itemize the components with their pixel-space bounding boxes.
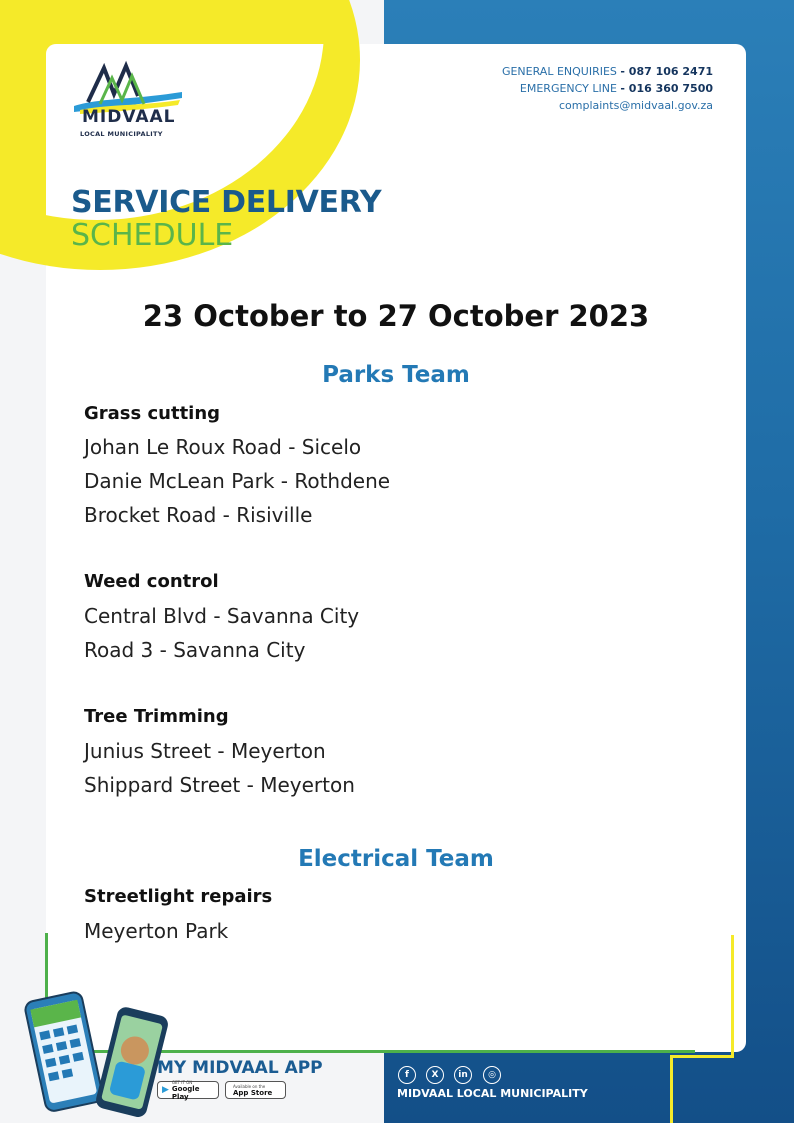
schedule-card (46, 44, 746, 1052)
google-play-button[interactable] (157, 1081, 219, 1099)
general-label: GENERAL ENQUIRIES (501, 65, 617, 78)
category-heading: Weed control (84, 571, 219, 592)
team-heading: Electrical Team (298, 846, 494, 872)
footer-municipality-name: MIDVAAL LOCAL MUNICIPALITY (397, 1087, 588, 1100)
category-heading: Grass cutting (84, 403, 221, 424)
x-twitter-icon[interactable]: X (426, 1066, 444, 1084)
location-item: Road 3 - Savanna City (84, 638, 306, 662)
facebook-icon[interactable]: f (398, 1066, 416, 1084)
instagram-icon[interactable]: ◎ (483, 1066, 501, 1084)
logo-subtitle: LOCAL MUNICIPALITY (80, 130, 163, 138)
contact-block (502, 63, 713, 114)
location-item: Central Blvd - Savanna City (84, 604, 360, 628)
phone-mockup-icon (22, 988, 172, 1118)
app-store-button[interactable] (225, 1081, 286, 1099)
logo-name: MIDVAAL (82, 107, 176, 127)
linkedin-icon[interactable]: in (454, 1066, 472, 1084)
location-item: Junius Street - Meyerton (84, 739, 326, 763)
emergency-line (502, 80, 713, 97)
general-enquiries (502, 63, 713, 80)
location-item: Meyerton Park (84, 919, 229, 943)
location-item: Johan Le Roux Road - Sicelo (84, 435, 362, 459)
yellow-accent-line (670, 1055, 673, 1123)
title-line-1: SERVICE DELIVERY (71, 185, 382, 220)
category-heading: Streetlight repairs (84, 886, 273, 907)
title-line-2: SCHEDULE (71, 218, 234, 253)
emergency-number[interactable]: - 016 360 7500 (620, 82, 713, 95)
app-store-small: Available on the (233, 1083, 266, 1089)
category-heading: Tree Trimming (84, 706, 229, 727)
yellow-accent-line (670, 1055, 734, 1058)
yellow-accent-line (731, 935, 734, 1057)
app-store-label: App Store (233, 1088, 273, 1097)
team-heading: Parks Team (322, 362, 470, 388)
google-play-small: GET IT ON (171, 1079, 193, 1085)
date-range: 23 October to 27 October 2023 (142, 299, 650, 333)
google-play-label: Google Play (171, 1084, 200, 1101)
location-item: Danie McLean Park - Rothdene (84, 469, 391, 493)
emergency-label: EMERGENCY LINE (519, 82, 617, 95)
location-item: Shippard Street - Meyerton (84, 773, 355, 797)
app-title: MY MIDVAAL APP (157, 1058, 323, 1078)
location-item: Brocket Road - Risiville (84, 503, 313, 527)
complaints-email[interactable]: complaints@midvaal.gov.za (558, 99, 713, 112)
google-play-icon: ▶ (162, 1085, 169, 1095)
general-number[interactable]: - 087 106 2471 (620, 65, 713, 78)
